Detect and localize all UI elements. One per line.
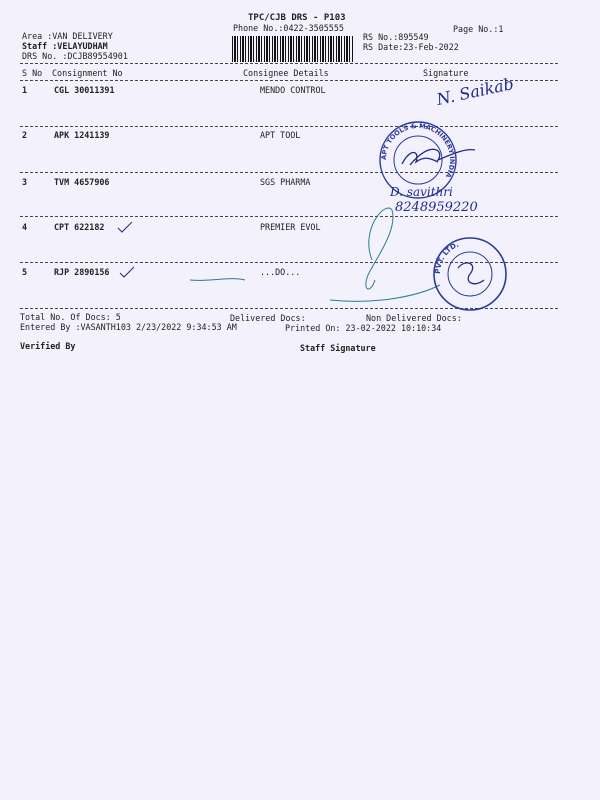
- drs-number: DRS No. :DCJB89554901: [22, 51, 128, 61]
- non-delivered-docs: Non Delivered Docs:: [366, 313, 462, 323]
- document-title: TPC/CJB DRS - P103: [248, 13, 346, 23]
- row-2-consignee: APT TOOL: [260, 130, 301, 140]
- staff-label: Staff :: [22, 41, 58, 51]
- row-3-sno: 3: [22, 177, 28, 187]
- row-2-sno: 2: [22, 130, 28, 140]
- row-5-consignment: RJP 2890156: [54, 267, 110, 277]
- stamp-2-text: PVT. LTD.: [433, 240, 460, 275]
- svg-text:APT TOOLS & MACHINERY INDIA: [380, 122, 456, 179]
- verified-by-label: Verified By: [20, 341, 76, 351]
- row-5-sno: 5: [22, 267, 28, 277]
- total-docs: Total No. Of Docs: 5: [20, 312, 121, 322]
- stamp-1-text: APT TOOLS & MACHINERY INDIA: [379, 121, 457, 179]
- rs-number: RS No.:895549: [363, 32, 429, 42]
- printed-on: Printed On: 23-02-2022 10:10:34: [285, 323, 442, 333]
- row-4-consignee: PREMIER EVOL: [260, 222, 321, 232]
- recipient-name: D. savithri: [390, 185, 453, 199]
- row-3-consignee: SGS PHARMA: [260, 177, 311, 187]
- col-sno: S No: [22, 68, 43, 78]
- tick-row-4: [118, 222, 132, 232]
- recipient-phone: 8248959220: [395, 200, 478, 215]
- tick-row-5: [120, 267, 134, 277]
- row-1-sno: 1: [22, 85, 28, 95]
- col-signature: Signature: [423, 68, 469, 78]
- staff-signature-label: Staff Signature: [300, 343, 376, 353]
- area-label: Area :VAN DELIVERY: [22, 31, 113, 41]
- row-1-consignee: MENDO CONTROL: [260, 85, 326, 95]
- row-2-consignment: APK 1241139: [54, 130, 110, 140]
- row-4-consignment: CPT 622182: [54, 222, 105, 232]
- row-4-sno: 4: [22, 222, 28, 232]
- row-1-consignment: CGL 30011391: [54, 85, 115, 95]
- signature-row-1: N. Saikab: [434, 74, 516, 109]
- col-consignee: Consignee Details: [243, 68, 329, 78]
- row-5-consignee: ...DO...: [260, 267, 301, 277]
- page-number: Page No.:1: [453, 24, 504, 34]
- row-3-consignment: TVM 4657906: [54, 177, 110, 187]
- entered-by: Entered By :VASANTH103 2/23/2022 9:34:53 AM: [20, 322, 237, 332]
- phone-number: Phone No.:0422-3505555: [233, 23, 344, 33]
- rs-date: RS Date:23-Feb-2022: [363, 42, 459, 52]
- staff-value: VELAYUDHAM: [57, 41, 108, 51]
- company-stamp-2: [428, 234, 512, 314]
- col-consignment: Consignment No: [52, 68, 123, 78]
- underline-stroke: [190, 279, 245, 281]
- scribble-stroke: [330, 208, 440, 301]
- delivered-docs: Delivered Docs:: [230, 313, 306, 323]
